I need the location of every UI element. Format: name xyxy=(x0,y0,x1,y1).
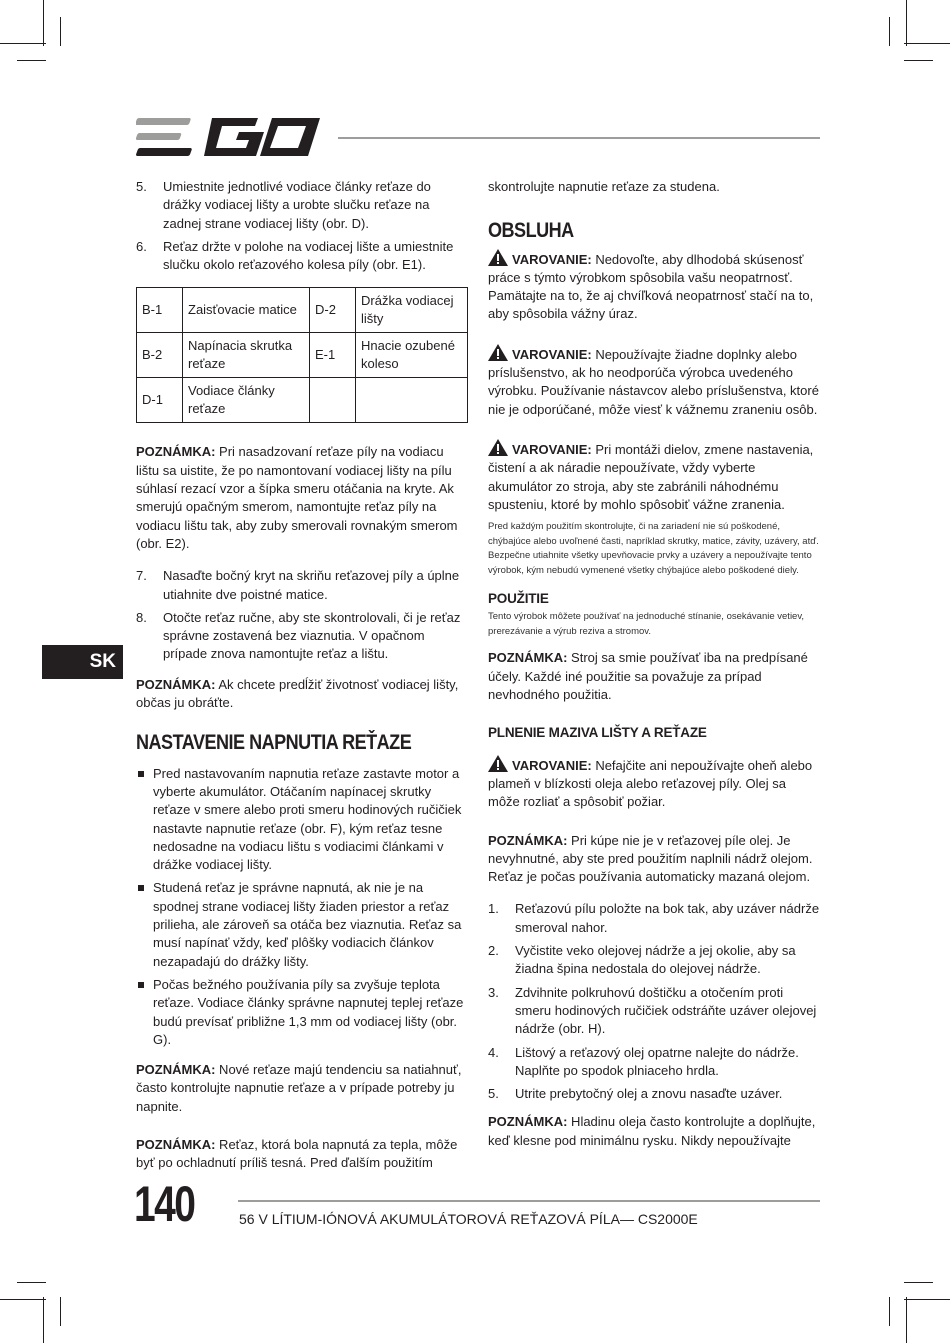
step-number: 8. xyxy=(136,609,147,625)
note-text: Stroj sa smie používať iba na predpísané účely. Každé iné použitie sa považuje za prípad nevhodného použitia. xyxy=(488,650,808,703)
subheading: PLNENIE MAZIVA LIŠTY A REŤAZE xyxy=(488,725,707,741)
bullet-square-icon xyxy=(138,982,144,988)
step-text: Otočte reťaz ručne, aby ste skontrolovali, či je reťaz správne zostavená bez viaznutia. V opačnom prípade znova namontujte reťaz a lištu. xyxy=(163,609,461,662)
step-text: Umiestnite jednotlivé vodiace články reťaze do drážky vodiacej lišty a urobte slučku reťaze na zadnej strane vodiacej lišty (obr. D). xyxy=(163,179,431,231)
crop-mark xyxy=(904,43,950,44)
step-text: Utrite prebytočný olej a znovu nasaďte uzáver. xyxy=(515,1086,783,1102)
crop-mark xyxy=(906,0,907,46)
step-text: Reťazovú pílu položte na bok tak, aby uzáver nádrže smeroval nahor. xyxy=(515,901,820,935)
table-cell xyxy=(310,378,356,423)
warning-text: Nepoužívajte žiadne doplnky alebo príslušenstvo, ak ho neodporúča výrobca uvedeného výrobku. Používanie nástavcov alebo príslušenstva, ktoré nie je odporúčané, môže viesť k vážnemu zraneniu osôb. xyxy=(488,346,819,417)
bullet-square-icon xyxy=(138,885,144,891)
step-number: 5. xyxy=(488,1086,499,1102)
table-cell xyxy=(356,378,468,423)
crop-mark xyxy=(17,60,46,61)
crop-mark xyxy=(889,17,890,46)
warning-paragraph xyxy=(488,249,820,324)
language-tab: SK xyxy=(42,645,123,679)
oil-step xyxy=(488,1044,820,1081)
note-label: POZNÁMKA: xyxy=(136,1062,216,1078)
warning-text: Pri montáži dielov, zmene nastavenia, čistení a ak náradie nepoužívate, vždy vyberte akumulátor zo stroja, aby ste zabránili náhodnému spusteniu, ktoré by mohlo spôsobiť vážne zranenia. xyxy=(488,441,814,512)
step-text: Zdvihnite polkruhovú doštičku a otočením proti smeru hodinových ručičiek odstráňte uzáver olejovej nádrže (obr. H). xyxy=(515,984,817,1037)
note-paragraph xyxy=(488,832,820,887)
oil-step xyxy=(488,1085,820,1103)
table-cell: D-2 xyxy=(310,288,356,333)
footer-rule xyxy=(238,1200,820,1202)
step-number: 4. xyxy=(488,1044,499,1060)
table-cell: Napínacia skrutka reťaze xyxy=(183,333,310,378)
crop-mark xyxy=(0,43,46,44)
ego-logo xyxy=(136,116,322,158)
warning-triangle-icon xyxy=(488,439,508,456)
warning-text: Nefajčite ani nepoužívajte oheň alebo plameň v blízkosti oleja alebo reťazovej píly. Olej sa môže rozliať a spôsobiť požiar. xyxy=(488,757,813,810)
table-cell: D-1 xyxy=(137,378,183,423)
step-number: 3. xyxy=(488,984,499,1000)
note-paragraph xyxy=(488,1113,820,1150)
table-cell: B-2 xyxy=(137,333,183,378)
warning-paragraph xyxy=(488,755,820,812)
note-text: Pri nasadzovaní reťaze píly na vodiacu lištu sa uistite, že po namontovaní vodiacej lišty na pílu súhlasí rezací vzor a šípka smeru otáčania na kryte. Ak smerujú opačným smerom, namontujte reťaz píly na vodiacu lištu tak, aby zuby smerovali rovnakým smerom (obr. E2). xyxy=(136,444,458,551)
crop-mark xyxy=(906,1297,907,1343)
note-paragraph xyxy=(136,676,468,713)
parts-table xyxy=(136,287,468,423)
oil-step xyxy=(488,984,820,1039)
note-label: POZNÁMKA: xyxy=(136,444,216,460)
table-cell: Hnacie ozubené koleso xyxy=(356,333,468,378)
warning-text: Nedovoľte, aby dlhodobá skúsenosť práce s týmto výrobkom spôsobila vašu neopatrnosť. Pamätajte na to, že aj chvíľková neopatrnosť stačí na to, aby spôsobila vážny úraz. xyxy=(488,251,814,322)
warning-label: VAROVANIE: xyxy=(512,441,592,457)
subheading: POUŽITIE xyxy=(488,591,549,607)
step-text: Nasaďte bočný kryt na skriňu reťazovej píly a úplne utiahnite dve poistné matice. xyxy=(163,568,460,602)
table-cell: Drážka vodiacej lišty xyxy=(356,288,468,333)
right-column xyxy=(488,178,820,1170)
note-text: Reťaz, ktorá bola napnutá za tepla, môže byť po ochladnutí príliš tesná. Pred ďalším použitím xyxy=(136,1136,458,1171)
warning-triangle-icon xyxy=(488,755,508,772)
step-text: Vyčistite veko olejovej nádrže a jej okolie, aby sa žiadna špina nedostala do olejovej nádrže. xyxy=(515,943,796,977)
bullet-text: Počas bežného používania píly sa zvyšuje teplota reťaze. Vodiace články správne napnutej teplej reťaze budú prevísať približne 1,3 mm od vodiacej lišty (obr. G). xyxy=(153,976,464,1047)
crop-mark xyxy=(17,1282,46,1283)
oil-step xyxy=(488,900,820,937)
assembly-step xyxy=(136,609,468,664)
warning-paragraph xyxy=(488,344,820,419)
warning-triangle-icon xyxy=(488,344,508,361)
usage-text: Tento výrobok môžete používať na jednoduché stínanie, osekávanie vetiev, prerezávanie a výrub reziva a stromov. xyxy=(488,611,805,637)
warning-paragraph xyxy=(488,439,820,514)
crop-mark xyxy=(904,1282,933,1283)
bullet-square-icon xyxy=(138,771,144,777)
crop-mark xyxy=(0,1299,46,1300)
bullet-text: Studená reťaz je správne napnutá, ak nie je na spodnej strane vodiacej lišty žiaden priestor a reťaz prilieha, ale zároveň sa otáča bez viaznutia. Reťaz sa musí napínať vždy, keď plôšky vodiacich článkov nezapadajú do drážky lišty. xyxy=(153,880,462,969)
assembly-step xyxy=(136,567,468,604)
step-number: 2. xyxy=(488,943,499,959)
crop-mark xyxy=(43,0,44,46)
bullet-text: Pred nastavovaním napnutia reťaze zastavte motor a vyberte akumulátor. Otáčaním napínacej skrutky reťaze v smere alebo proti smeru hodinových ručičiek nastavte napnutie reťaze (obr. F), kým reťaz tesne nedosadne na vodiacu lištu s vodiacimi článkami v drážke vodiacej lišty. xyxy=(153,765,462,873)
note-paragraph xyxy=(488,649,820,704)
step-text: Lištový a reťazový olej opatrne nalejte do nádrže. Naplňte po spodok plniaceho hrdla. xyxy=(515,1044,799,1078)
section-heading: OBSLUHA xyxy=(488,219,574,243)
step-number: 5. xyxy=(136,179,147,194)
table-row xyxy=(137,378,468,423)
table-cell: B-1 xyxy=(137,288,183,333)
table-row xyxy=(137,288,468,333)
table-cell: E-1 xyxy=(310,333,356,378)
section-heading: NASTAVENIE NAPNUTIA REŤAZE xyxy=(136,731,412,755)
crop-mark xyxy=(904,1299,950,1300)
step-text: Reťaz držte v polohe na vodiacej lište a umiestnite slučku okolo reťazového kolesa píly (obr. E1). xyxy=(163,238,454,273)
note-paragraph xyxy=(136,443,468,553)
note-text: Pri kúpe nie je v reťazovej píle olej. Je nevyhnutné, aby ste pred použitím naplnili nádrž olejom. Reťaz je počas používania automaticky mazaná olejom. xyxy=(488,832,813,885)
page-number: 140 xyxy=(134,1176,195,1232)
table-cell: Vodiace články reťaze xyxy=(183,378,310,423)
step-number: 7. xyxy=(136,568,147,584)
note-label: POZNÁMKA: xyxy=(488,832,568,848)
table-row xyxy=(137,333,468,378)
left-column xyxy=(136,178,468,1193)
note-paragraph xyxy=(136,1061,468,1116)
warning-label: VAROVANIE: xyxy=(512,346,592,362)
header-rule xyxy=(338,137,820,139)
note-label: POZNÁMKA: xyxy=(136,676,216,692)
note-label: POZNÁMKA: xyxy=(488,650,568,666)
note-text: Nové reťaze majú tendenciu sa natiahnuť, často kontrolujte napnutie reťaze a v prípade potreby ju napnite. xyxy=(136,1062,462,1114)
assembly-step xyxy=(136,238,468,275)
footer-title: 56 V LÍTIUM-IÓNOVÁ AKUMULÁTOROVÁ REŤAZOVÁ PÍLA— CS2000E xyxy=(239,1211,698,1227)
crop-mark xyxy=(60,17,61,46)
crop-mark xyxy=(889,1297,890,1326)
note-label: POZNÁMKA: xyxy=(488,1114,568,1130)
note-text: Ak chcete predĺžiť životnosť vodiacej lišty, občas ju obráťte. xyxy=(136,676,459,711)
note-text: Hladinu oleja často kontrolujte a doplňujte, keď klesne pod minimálnu rysku. Nikdy nepoužívajte xyxy=(488,1114,816,1148)
assembly-step xyxy=(136,178,468,233)
crop-mark xyxy=(43,1297,44,1343)
note-label: POZNÁMKA: xyxy=(136,1136,216,1152)
crop-mark xyxy=(60,1297,61,1326)
bullet-item xyxy=(136,765,468,875)
step-number: 6. xyxy=(136,238,147,254)
bullet-item xyxy=(136,976,468,1049)
continuation-text: skontrolujte napnutie reťaze za studena. xyxy=(488,179,720,194)
note-paragraph xyxy=(136,1136,468,1173)
bullet-item xyxy=(136,879,468,970)
warning-label: VAROVANIE: xyxy=(512,251,592,267)
warning-label: VAROVANIE: xyxy=(512,757,592,773)
step-number: 1. xyxy=(488,901,499,917)
inspection-text: Pred každým použitím skontrolujte, či na zariadení nie sú poškodené, chýbajúce alebo uvoľnené časti, napríklad skrutky, matice, závity, uzávery, atď. Bezpečne utiahnite všetky upevňovacie prvky a uzávery a nepoužívajte tento výrobok, kým nebudú vymenené všetky chýbajúce alebo poškodené diely. xyxy=(488,521,819,576)
table-cell: Zaisťovacie matice xyxy=(183,288,310,333)
oil-step xyxy=(488,942,820,979)
crop-mark xyxy=(904,60,933,61)
warning-triangle-icon xyxy=(488,249,508,266)
